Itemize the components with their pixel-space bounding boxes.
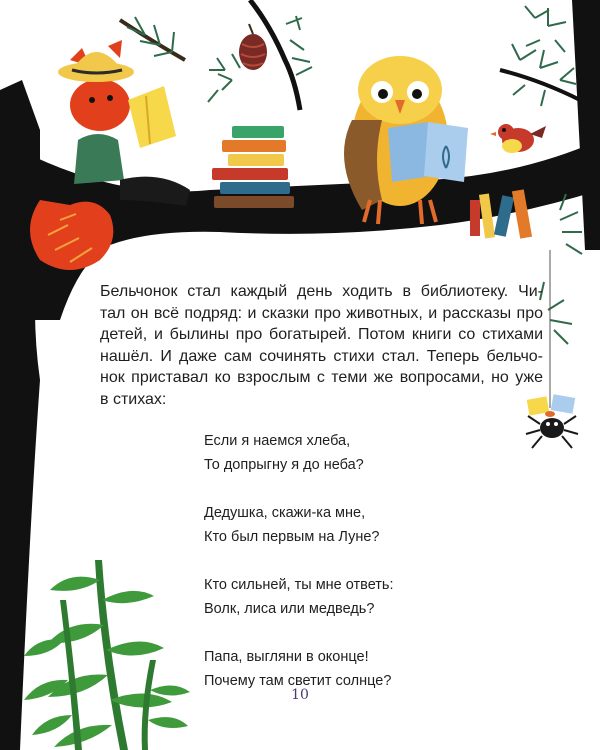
story-line: в стихах: <box>100 390 167 408</box>
story-line: тал он всё подряд: и сказки про животных, и рассказы про <box>100 304 543 322</box>
stanza <box>204 573 464 621</box>
pine-cone <box>239 24 267 70</box>
story-line: детей, и былины про богатырей. Потом книги со стихами <box>100 326 543 344</box>
fern <box>24 560 190 750</box>
verse-line: То допрыгну я до неба? <box>204 457 364 473</box>
verse-line: Волк, лиса или медведь? <box>204 601 375 617</box>
bird <box>490 124 546 153</box>
story-line: Бельчонок стал каждый день ходить в библиотеку. Чи- <box>100 283 543 300</box>
page-number: 10 <box>291 687 309 703</box>
stanza <box>204 501 464 549</box>
squirrel <box>30 40 190 270</box>
verse-line: Почему там светит солнце? <box>204 673 392 689</box>
pine-sprig-right <box>540 194 582 344</box>
stanza <box>204 429 464 477</box>
verse-line: Кто сильней, ты мне ответь: <box>204 577 394 593</box>
verse-line: Папа, выгляни в оконце! <box>204 649 369 665</box>
verse-line: Дедушка, скажи-ка мне, <box>204 505 366 521</box>
pine-branch-right <box>500 6 580 106</box>
verse-line: Если я наемся хлеба, <box>204 433 351 449</box>
story-line: нашёл. И даже сам сочинять стихи стал. Теперь бельчо- <box>100 347 543 365</box>
story-paragraph <box>100 281 543 411</box>
stanza <box>204 645 464 693</box>
poem-block <box>204 429 464 717</box>
verse-line: Кто был первым на Луне? <box>204 529 380 545</box>
story-line: нок приставал ко взрослым с теми же вопросами, но уже <box>100 369 543 387</box>
